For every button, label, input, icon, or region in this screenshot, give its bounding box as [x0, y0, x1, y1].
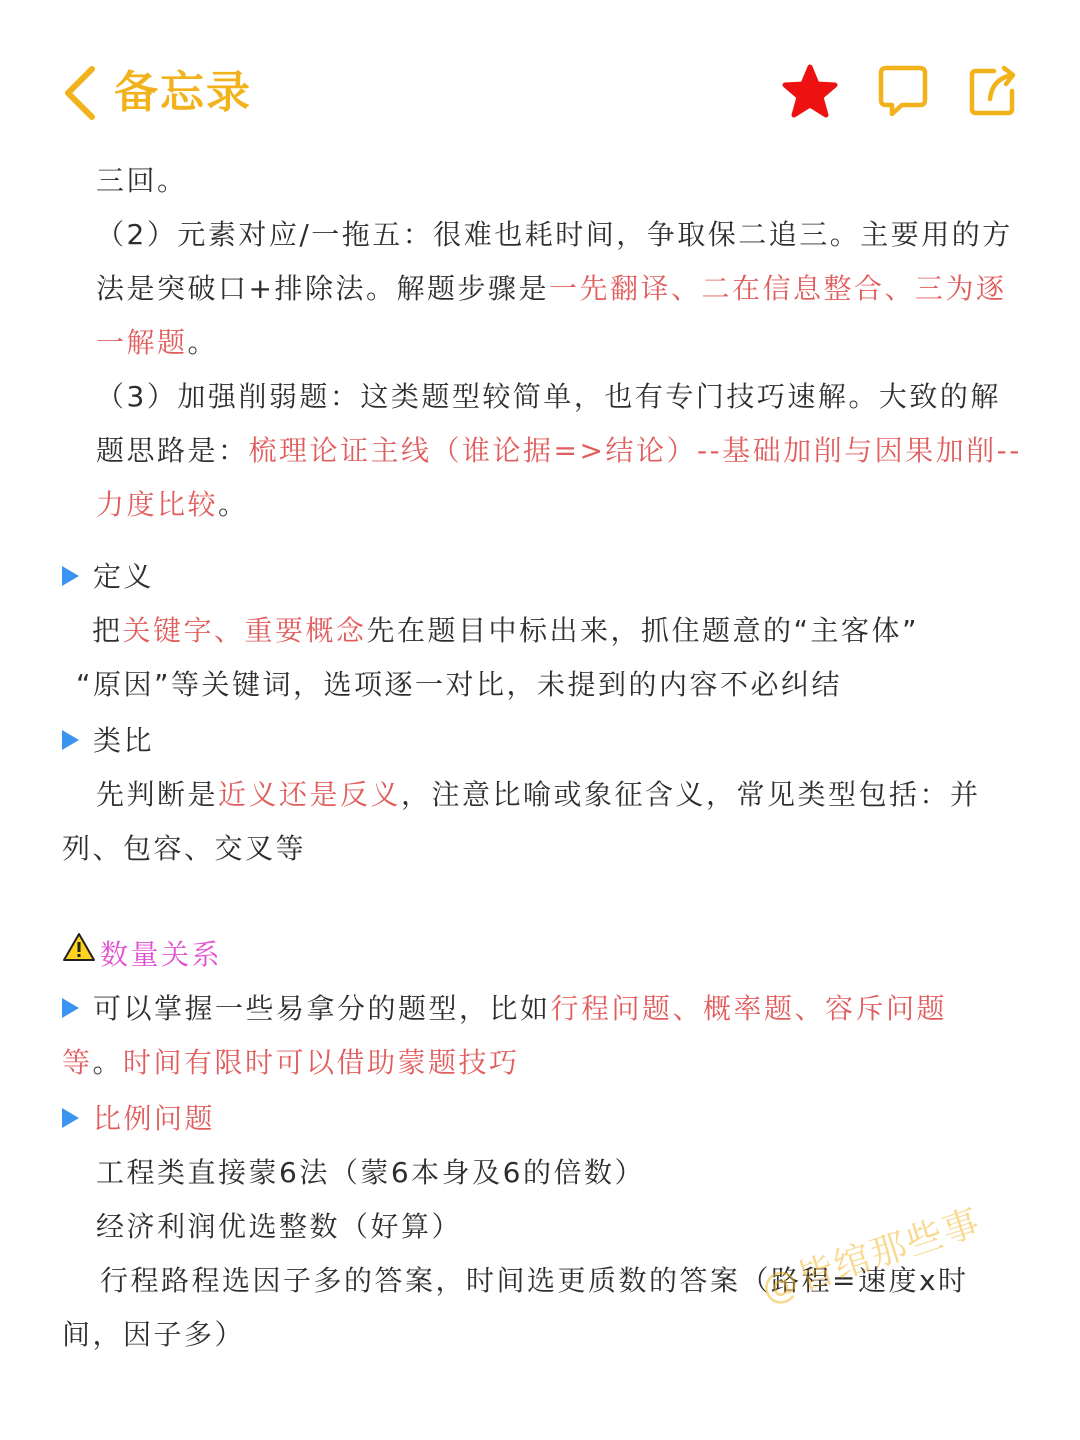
triangle-bullet-icon — [62, 998, 79, 1018]
text: 题思路是： — [96, 434, 249, 467]
text-line — [62, 478, 1018, 532]
text-line — [62, 424, 1022, 478]
text-line — [62, 768, 1018, 822]
section-heading — [62, 550, 1018, 604]
note-content — [62, 154, 1022, 1362]
text: （3）加强削弱题：这类题型较简单，也有专门技巧速解。大致的解 — [96, 380, 1001, 413]
text-line — [62, 658, 1018, 712]
text: 可以掌握一些易拿分的题型，比如 — [93, 992, 551, 1025]
text-line — [62, 1200, 1018, 1254]
text-line — [62, 822, 1018, 876]
text-line — [62, 262, 1018, 316]
heading-text: 比例问题 — [93, 1102, 216, 1135]
text: 行程路程选因子多的答案，时间选更质数的答案（路程=速度x时 — [100, 1264, 969, 1297]
highlight-text: 一先翻译、二在信息整合、三为逐 — [548, 272, 1007, 305]
text-line — [62, 1146, 1018, 1200]
text-line — [62, 316, 1018, 370]
text-line — [62, 1254, 1018, 1308]
text: 经济利润优选整数（好算） — [96, 1210, 463, 1243]
text-line — [62, 208, 1018, 262]
text: 法是突破口+排除法。解题步骤是 — [96, 272, 549, 305]
text: 。 — [218, 488, 249, 521]
text-line — [62, 154, 1018, 208]
chevron-left-icon — [62, 65, 96, 121]
text-line — [62, 982, 1018, 1036]
heading-text: 类比 — [93, 724, 155, 757]
comment-icon[interactable] — [878, 64, 928, 122]
heading-text: 数量关系 — [100, 938, 223, 971]
text: 间，因子多） — [62, 1318, 246, 1351]
header — [62, 58, 1018, 128]
highlight-text: 一解题 — [96, 326, 188, 359]
highlight-text: 等 — [62, 1046, 93, 1079]
highlight-text: 近义还是反义 — [218, 778, 402, 811]
text: 先在题目中标出来，抓住题意的“主客体” — [366, 614, 920, 647]
text: 。 — [92, 1046, 124, 1079]
watermark: @皆绾那些事 — [756, 1201, 987, 1312]
triangle-bullet-icon — [62, 566, 79, 586]
text-line — [62, 1036, 1018, 1090]
text-line — [62, 370, 1018, 424]
triangle-bullet-icon — [62, 1108, 79, 1128]
section-heading — [62, 928, 1018, 982]
text: 先判断是 — [96, 778, 219, 811]
text: “原因”等关键词，选项逐一对比，未提到的内容不必纠结 — [76, 668, 843, 701]
section-heading — [62, 714, 1018, 768]
highlight-text: 行程问题、概率题、容斥问题 — [550, 992, 948, 1025]
text: 列、包容、交叉等 — [62, 832, 307, 865]
text-line — [62, 1308, 1018, 1362]
triangle-bullet-icon — [62, 730, 79, 750]
highlight-text: 梳理论证主线（谁论据=>结论）--基础加削与因果加削-- — [248, 434, 1022, 467]
star-icon[interactable] — [782, 64, 838, 122]
highlight-text: 关键字、重要概念 — [122, 614, 367, 647]
warning-icon — [62, 926, 96, 980]
text: 把 — [92, 614, 123, 647]
highlight-text: 时间有限时可以借助蒙题技巧 — [123, 1046, 520, 1079]
heading-text: 定义 — [93, 560, 155, 593]
text: （2）元素对应/一拖五：很难也耗时间，争取保二追三。主要用的方 — [96, 218, 1013, 251]
header-actions — [742, 64, 1018, 122]
text: 工程类直接蒙6法（蒙6本身及6的倍数） — [96, 1156, 645, 1189]
text: 。 — [187, 326, 219, 359]
highlight-text: 力度比较 — [96, 488, 219, 521]
back-button[interactable] — [62, 58, 252, 128]
text-line — [62, 604, 1018, 658]
share-icon[interactable] — [968, 65, 1018, 121]
text: ，注意比喻或象征含义，常见类型包括：并 — [401, 778, 981, 811]
back-title: 备忘录 — [114, 67, 252, 118]
text: 三回。 — [96, 164, 188, 197]
section-heading — [62, 1092, 1018, 1146]
